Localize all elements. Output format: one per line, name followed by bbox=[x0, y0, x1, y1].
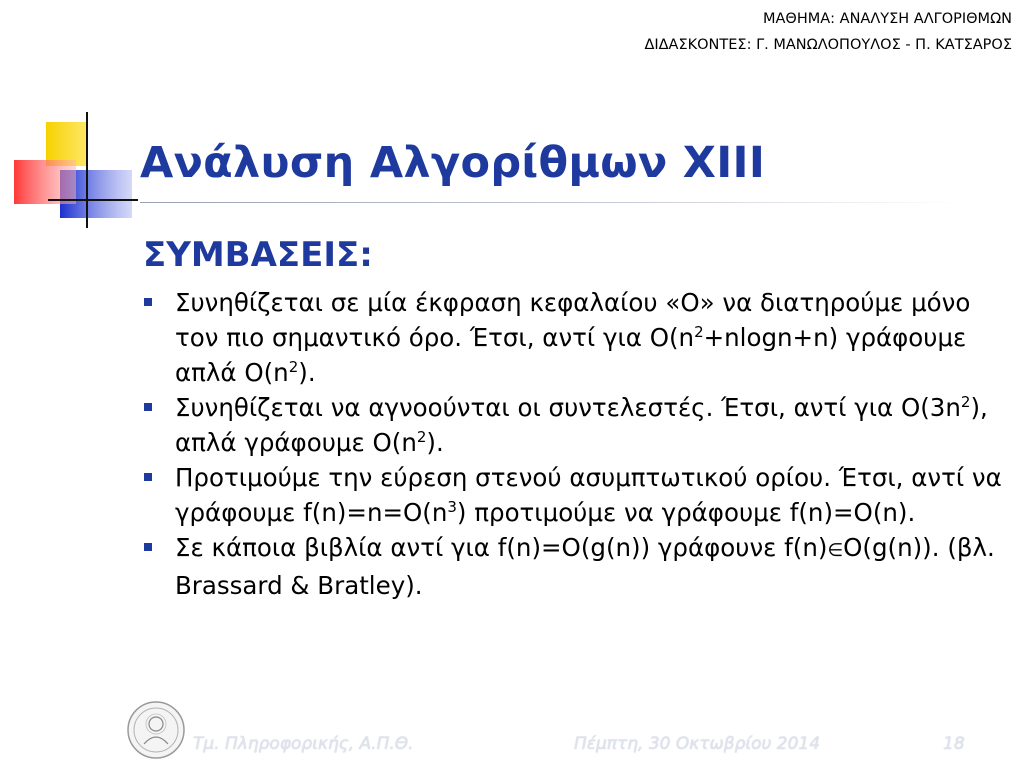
slide-title: Ανάλυση Αλγορίθμων XIII bbox=[140, 138, 766, 188]
title-divider bbox=[140, 202, 960, 203]
slide-header bbox=[644, 6, 1012, 58]
footer-date: Πέμπτη, 30 Οκτωβρίου 2014 bbox=[574, 734, 821, 754]
university-seal-icon bbox=[126, 700, 186, 760]
bullet-square-icon bbox=[144, 543, 152, 551]
course-name: ΜΑΘΗΜΑ: ΑΝΑΛΥΣΗ ΑΛΓΟΡΙΘΜΩΝ bbox=[762, 11, 1012, 27]
bullet-square-icon bbox=[144, 473, 152, 481]
element-of-symbol: ∈ bbox=[827, 540, 844, 561]
list-item: Σε κάποια βιβλία αντί για f(n)=O(g(n)) γράφουνε f(n)∈O(g(n)). (βλ. Brassard & Bratley). bbox=[140, 530, 1020, 603]
bullet-list bbox=[140, 285, 1020, 603]
instructors-line: ΔΙΔΑΣΚΟΝΤΕΣ: Γ. ΜΑΝΩΛΟΠΟΥΛΟΣ - Π. ΚΑΤΣΑΡΟΣ bbox=[644, 37, 1012, 53]
bullet-square-icon bbox=[144, 298, 152, 306]
list-item: Συνηθίζεται να αγνοούνται οι συντελεστές. Έτσι, αντί για $O(3n^2)$, απλά γράφουμε $O(n^2)$. bbox=[140, 390, 1020, 460]
list-item: Συνηθίζεται σε μία έκφραση κεφαλαίου «Ο» να διατηρούμε μόνο τον πιο σημαντικό όρο. Έτσι, αντί για $O(n^2+nlogn+n)$ γράφουμε απλά $O(n^2)$. bbox=[140, 285, 1020, 390]
list-item: Προτιμούμε την εύρεση στενού ασυμπτωτικού ορίου. Έτσι, αντί να γράφουμε $f(n)=n=O(n^3)$ προτιμούμε να γράφουμε f(n)=O(n). bbox=[140, 460, 1020, 530]
corner-squares-decoration bbox=[0, 100, 150, 240]
page-number: 18 bbox=[943, 734, 965, 754]
section-heading: ΣΥΜΒΑΣΕΙΣ: bbox=[143, 235, 373, 275]
bullet-square-icon bbox=[144, 403, 152, 411]
footer-department: Τμ. Πληροφορικής, Α.Π.Θ. bbox=[193, 734, 414, 754]
